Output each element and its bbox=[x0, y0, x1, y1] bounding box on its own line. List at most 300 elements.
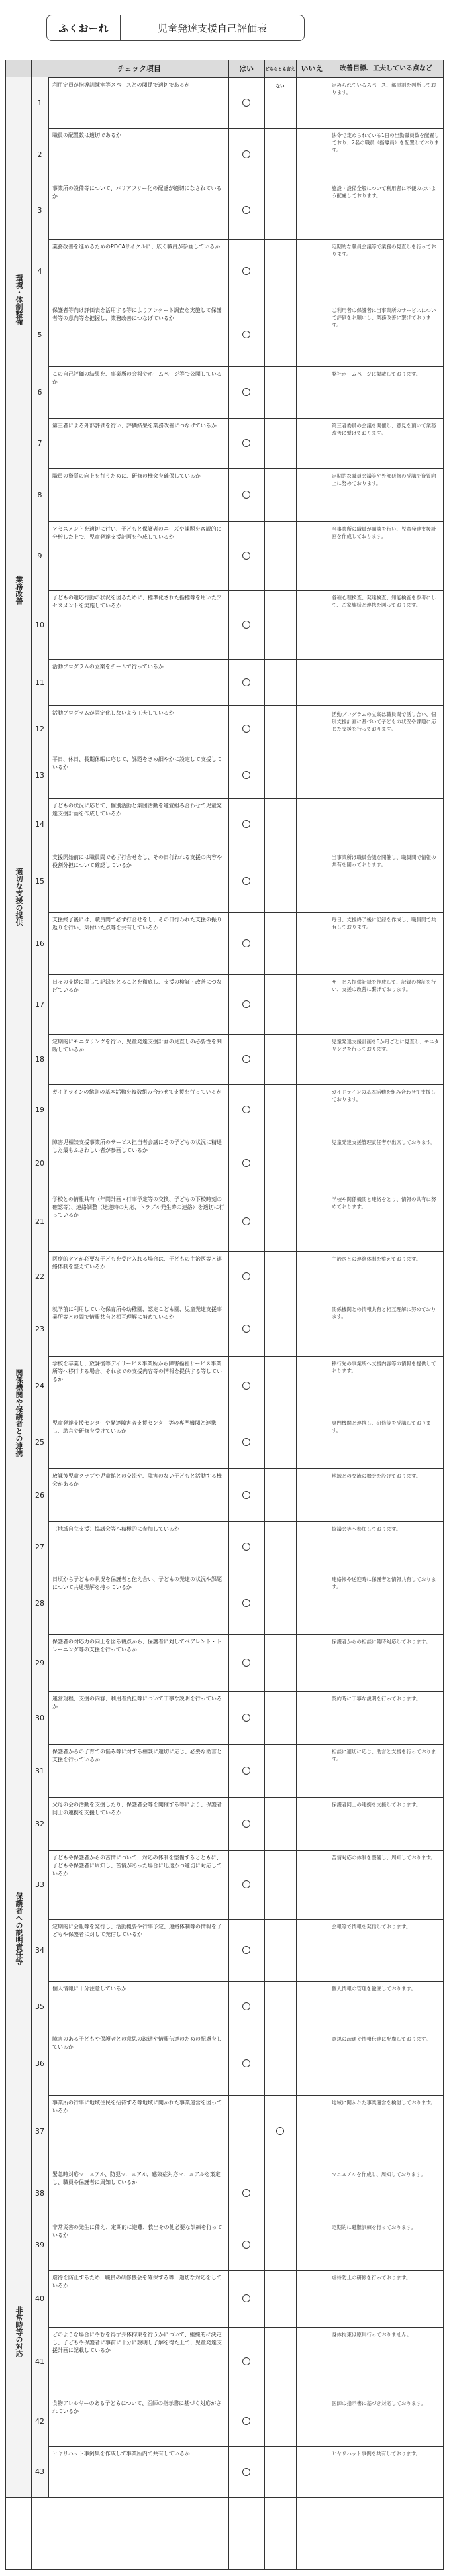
answer-cell-yes bbox=[228, 1797, 264, 1850]
table-row bbox=[31, 2446, 443, 2498]
answer-cell-mid bbox=[264, 705, 296, 752]
answer-cell-mid bbox=[264, 1135, 296, 1192]
check-item-text: 父母の会の活動を支援したり、保護者会等を開催する等により、保護者同士の連携を支援しているか bbox=[52, 1802, 222, 1816]
row-number: 39 bbox=[31, 2220, 49, 2270]
answer-cell-no bbox=[296, 2032, 328, 2095]
table-row bbox=[31, 2095, 443, 2167]
check-item-text: 非常災害の発生に備え、定期的に避難、救出その他必要な訓練を行っているか bbox=[52, 2224, 223, 2238]
circle-mark-icon bbox=[242, 1217, 250, 1225]
improvement-text: 専門機関と連携し、研修等を受講しております。 bbox=[332, 1420, 431, 1433]
circle-mark-icon bbox=[242, 1491, 250, 1499]
answer-cell-yes bbox=[228, 1634, 264, 1691]
answer-cell-mid bbox=[264, 303, 296, 366]
circle-mark-icon bbox=[242, 1599, 250, 1607]
answer-cell-yes bbox=[228, 1416, 264, 1468]
organization-name: ふくおーれ bbox=[58, 22, 109, 34]
answer-cell-no bbox=[296, 1251, 328, 1302]
answer-cell-mid bbox=[264, 2095, 296, 2167]
check-item-text: 医療的ケアが必要な子どもを受け入れる場合は、子どもの主治医等と連絡体制を整えているか bbox=[52, 1256, 222, 1270]
check-item-text: 子どもの状況に応じて、個別活動と集団活動を適宜組み合わせて児童発達支援計画を作成しているか bbox=[52, 803, 222, 817]
table-row bbox=[31, 974, 443, 1035]
header-improvement: 改善目標、工夫している点など bbox=[340, 65, 432, 72]
improvement-text: 会報等で情報を発信しております。 bbox=[332, 1924, 411, 1930]
answer-cell-yes bbox=[228, 2396, 264, 2446]
answer-cell-mid bbox=[264, 2446, 296, 2497]
circle-mark-icon bbox=[242, 939, 250, 947]
check-item-text: 日頃から子どもの状況を保護者と伝え合い、子どもの発達の状況や課題について共通理解を持っているか bbox=[52, 1576, 222, 1590]
answer-cell-yes bbox=[228, 2220, 264, 2270]
improvement-text: 児童発達支援計画を6か月ごとに見直し、モニタリングを行っております。 bbox=[332, 1039, 440, 1052]
answer-cell-yes bbox=[228, 1850, 264, 1919]
answer-cell-no bbox=[296, 1356, 328, 1416]
improvement-text: 相談に適切に応じ、助言と支援を行っております。 bbox=[332, 1749, 436, 1762]
circle-mark-icon bbox=[242, 150, 250, 158]
answer-cell-no bbox=[296, 1919, 328, 1981]
row-number: 24 bbox=[31, 1356, 49, 1416]
table-row bbox=[31, 1192, 443, 1252]
check-item-text: アセスメントを適切に行い、子どもと保護者のニーズや課題を客観的に分析した上で、児童発達支援計画を作成しているか bbox=[52, 526, 222, 540]
answer-cell-mid bbox=[264, 1850, 296, 1919]
check-item-text: 第三者による外部評価を行い、評価結果を業務改善につなげているか bbox=[52, 423, 217, 429]
circle-mark-icon bbox=[242, 877, 250, 885]
circle-mark-icon bbox=[242, 1325, 250, 1333]
answer-cell-mid bbox=[264, 590, 296, 659]
check-item-text: 就学前に利用していた保育所や幼稚園、認定こども園、児童発達支援事業所等との間で情報共有と相互理解に努めているか bbox=[52, 1306, 222, 1320]
answer-cell-no bbox=[296, 798, 328, 850]
check-item-text: 保護者等向け評価表を活用する等によりアンケート調査を実施して保護者等の意向等を把握し、業務改善につなげているか bbox=[52, 307, 222, 321]
table-row bbox=[31, 2396, 443, 2447]
answer-cell-yes bbox=[228, 1251, 264, 1302]
answer-cell-mid bbox=[264, 2327, 296, 2396]
table-row bbox=[31, 128, 443, 181]
row-number: 33 bbox=[31, 1850, 49, 1919]
answer-cell-no bbox=[296, 1034, 328, 1084]
answer-cell-yes bbox=[228, 1135, 264, 1192]
answer-cell-mid bbox=[264, 521, 296, 590]
table-row bbox=[31, 850, 443, 913]
answer-cell-mid bbox=[264, 1192, 296, 1251]
answer-cell-yes bbox=[228, 2327, 264, 2396]
check-item-text: ヒヤリハット事例集を作成して事業所内で共有しているか bbox=[52, 2451, 190, 2457]
answer-cell-mid bbox=[264, 912, 296, 974]
answer-cell-yes bbox=[228, 798, 264, 850]
answer-cell-no bbox=[296, 77, 328, 128]
answer-cell-no bbox=[296, 2270, 328, 2327]
table-row bbox=[31, 798, 443, 850]
answer-cell-yes bbox=[228, 77, 264, 128]
check-item-text: 放課後児童クラブや児童館との交流や、障害のない子どもと活動する機会があるか bbox=[52, 1473, 222, 1487]
check-item-text: 平日、休日、長期休暇に応じて、課題をきめ細やかに設定して支援しているか bbox=[52, 756, 222, 770]
page-title: 児童発達支援自己評価表 bbox=[157, 22, 267, 34]
circle-mark-icon bbox=[242, 2417, 250, 2425]
row-number: 29 bbox=[31, 1634, 49, 1691]
circle-mark-icon bbox=[242, 1055, 250, 1063]
answer-cell-no bbox=[296, 181, 328, 239]
table-row bbox=[31, 1634, 443, 1692]
improvement-text: 地域に開かれた事業運営を検討しております。 bbox=[332, 2100, 436, 2106]
table-row bbox=[31, 2032, 443, 2096]
answer-cell-no bbox=[296, 974, 328, 1034]
check-item-text: 障害児相談支援事業所のサービス担当者会議にその子どもの状況に精通した最もふさわしい者が参画しているか bbox=[52, 1139, 222, 1153]
improvement-text: 定められているスペース、部屋割を判断しております。 bbox=[332, 82, 436, 95]
row-number: 40 bbox=[31, 2270, 49, 2327]
row-number: 21 bbox=[31, 1192, 49, 1251]
row-number: 35 bbox=[31, 1981, 49, 2032]
answer-cell-no bbox=[296, 850, 328, 912]
answer-cell-no bbox=[296, 1797, 328, 1850]
improvement-text: マニュアルを作成し、周知しております。 bbox=[332, 2171, 426, 2177]
header-neutral: どちらとも言えない bbox=[265, 66, 295, 89]
answer-cell-yes bbox=[228, 974, 264, 1034]
check-item-text: 運営規程、支援の内容、利用者負担等について丁寧な説明を行っているか bbox=[52, 1696, 222, 1710]
table-row bbox=[31, 366, 443, 419]
improvement-text: 地域との交流の機会を設けております。 bbox=[332, 1473, 421, 1479]
answer-cell-mid bbox=[264, 1356, 296, 1416]
circle-mark-icon bbox=[242, 206, 250, 214]
answer-cell-mid bbox=[264, 418, 296, 468]
answer-cell-no bbox=[296, 239, 328, 303]
answer-cell-mid bbox=[264, 1919, 296, 1981]
answer-cell-mid bbox=[264, 2220, 296, 2270]
table-row bbox=[31, 1981, 443, 2032]
answer-cell-no bbox=[296, 2396, 328, 2446]
improvement-text: 協議会等へ参加しております。 bbox=[332, 1526, 401, 1532]
header-yes: はい bbox=[239, 64, 254, 73]
table-row bbox=[31, 418, 443, 469]
check-item-text: この自己評価の結果を、事業所の会報やホームページ等で公開しているか bbox=[52, 371, 222, 385]
check-item-text: 活動プログラムが固定化しないよう工夫しているか bbox=[52, 710, 174, 716]
row-number: 31 bbox=[31, 1744, 49, 1797]
check-item-text: 支援開始前には職員間で必ず打合せをし、その日行われる支援の内容や役割分担について確認しているか bbox=[52, 854, 222, 868]
answer-cell-no bbox=[296, 2095, 328, 2167]
answer-cell-mid bbox=[264, 752, 296, 798]
circle-mark-icon bbox=[242, 1272, 250, 1280]
answer-cell-yes bbox=[228, 752, 264, 798]
improvement-text: 医師の指示書に基づき対応しております。 bbox=[332, 2400, 426, 2406]
answer-cell-yes bbox=[228, 2095, 264, 2167]
table-row bbox=[31, 303, 443, 367]
answer-cell-no bbox=[296, 1634, 328, 1691]
row-number: 17 bbox=[31, 974, 49, 1034]
table-row bbox=[31, 521, 443, 591]
improvement-text: 毎日、支援終了後に記録を作成し、職員間で共有しております。 bbox=[332, 917, 436, 930]
circle-mark-icon bbox=[242, 2059, 250, 2067]
circle-mark-icon bbox=[242, 2468, 250, 2476]
improvement-text: 定期的な職員会議等で業務の見直しを行っております。 bbox=[332, 244, 436, 257]
table-row bbox=[31, 468, 443, 522]
row-number: 7 bbox=[31, 418, 49, 468]
check-item-text: 利用定員が指導訓練室等スペースとの関係で適切であるか bbox=[52, 82, 190, 88]
row-number: 9 bbox=[31, 521, 49, 590]
circle-mark-icon bbox=[242, 621, 250, 629]
row-number: 26 bbox=[31, 1468, 49, 1521]
answer-cell-mid bbox=[264, 798, 296, 850]
improvement-text: 第三者委員の会議を開催し、意見を頂いて業務改善に繋げております。 bbox=[332, 423, 436, 436]
answer-cell-mid bbox=[264, 1572, 296, 1634]
row-number: 6 bbox=[31, 366, 49, 418]
answer-cell-no bbox=[296, 2167, 328, 2220]
answer-cell-no bbox=[296, 1302, 328, 1356]
answer-cell-no bbox=[296, 1192, 328, 1251]
improvement-text: ご利用者の保護者に当事業所のサービスについて評価をお願いし、業務改善に繋げております。 bbox=[332, 307, 436, 328]
answer-cell-yes bbox=[228, 1744, 264, 1797]
table-row bbox=[31, 590, 443, 660]
document-title-bar bbox=[46, 15, 305, 41]
table-row bbox=[31, 1135, 443, 1192]
table-row bbox=[31, 1521, 443, 1572]
check-item-text: 事業所の設備等について、バリアフリー化の配慮が適切になされているか bbox=[52, 185, 222, 199]
improvement-text: 当事業所は職員会議を開催し、職員間で情報の共有を図っております。 bbox=[332, 854, 436, 868]
circle-mark-icon bbox=[242, 1714, 250, 1722]
check-item-text: 事業所の行事に地域住民を招待する等地域に開かれた事業運営を図っているか bbox=[52, 2100, 222, 2114]
answer-cell-yes bbox=[228, 912, 264, 974]
row-number: 1 bbox=[31, 77, 49, 128]
improvement-text: 施設・設備全般について利用者に不便のないよう配慮しております。 bbox=[332, 185, 436, 199]
answer-cell-yes bbox=[228, 418, 264, 468]
answer-cell-yes bbox=[228, 1468, 264, 1521]
table-row bbox=[31, 1468, 443, 1522]
table-row bbox=[31, 181, 443, 240]
answer-cell-no bbox=[296, 705, 328, 752]
answer-cell-yes bbox=[228, 1192, 264, 1251]
row-number: 2 bbox=[31, 128, 49, 181]
circle-mark-icon bbox=[242, 1880, 250, 1888]
row-number: 12 bbox=[31, 705, 49, 752]
row-number: 19 bbox=[31, 1084, 49, 1135]
check-item-text: 虐待を防止するため、職員の研修機会を確保する等、適切な対応をしているか bbox=[52, 2275, 222, 2289]
answer-cell-yes bbox=[228, 303, 264, 366]
circle-mark-icon bbox=[242, 678, 250, 686]
circle-mark-icon bbox=[242, 1159, 250, 1167]
category-label: 関係機関や保護者との連携 bbox=[6, 1135, 31, 1692]
improvement-text: 保護者からの相談に随時対応しております。 bbox=[332, 1639, 431, 1645]
improvement-text: 当事業所の職員が面談を行い、児童発達支援計画を作成しております。 bbox=[332, 526, 436, 539]
answer-cell-yes bbox=[228, 1691, 264, 1744]
table-row bbox=[31, 1084, 443, 1135]
answer-cell-mid bbox=[264, 1797, 296, 1850]
answer-cell-no bbox=[296, 1521, 328, 1572]
improvement-text: 身体拘束は原則行っておりません。 bbox=[332, 2332, 412, 2338]
answer-cell-no bbox=[296, 1691, 328, 1744]
row-number: 36 bbox=[31, 2032, 49, 2095]
answer-cell-no bbox=[296, 1850, 328, 1919]
answer-cell-yes bbox=[228, 2032, 264, 2095]
improvement-text: 児童発達支援管理責任者が出席しております。 bbox=[332, 1139, 436, 1145]
improvement-text: 定期的に避難訓練を行っております。 bbox=[332, 2224, 416, 2230]
circle-mark-icon bbox=[242, 1106, 250, 1113]
improvement-text: 学校や関係機関と連絡をとり、情報の共有に努めております。 bbox=[332, 1196, 436, 1210]
check-item-text: 業務改善を進めるためのPDCAサイクルに、広く職員が参画しているか bbox=[52, 244, 221, 250]
improvement-text: ガイドラインの基本活動を組み合わせて支援しております。 bbox=[332, 1089, 436, 1102]
answer-cell-no bbox=[296, 1572, 328, 1634]
answer-cell-mid bbox=[264, 239, 296, 303]
answer-cell-mid bbox=[264, 1034, 296, 1084]
circle-mark-icon bbox=[242, 491, 250, 499]
check-item-text: 学校を卒業し、放課後等デイサービス事業所から障害福祉サービス事業所等へ移行する場合、それまでの支援内容等の情報を提供する等しているか bbox=[52, 1361, 222, 1382]
circle-mark-icon bbox=[242, 2241, 250, 2249]
row-number: 28 bbox=[31, 1572, 49, 1634]
circle-mark-icon bbox=[242, 771, 250, 779]
check-item-text: 活動プログラムの立案をチームで行っているか bbox=[52, 664, 164, 670]
answer-cell-mid bbox=[264, 2032, 296, 2095]
group-improvement-note: 活動プログラムの立案は職員間で話し合い、個別支援計画に基づいて子どもの状況や課題に応じた支援を行っております。 bbox=[332, 711, 436, 732]
answer-cell-no bbox=[296, 1084, 328, 1135]
table-row bbox=[31, 1919, 443, 1982]
improvement-text: 苦情対応の体制を整備し、周知しております。 bbox=[332, 1855, 436, 1861]
check-item-text: 職員の資質の向上を行うために、研修の機会を確保しているか bbox=[52, 473, 201, 479]
row-number: 20 bbox=[31, 1135, 49, 1192]
answer-cell-mid bbox=[264, 1251, 296, 1302]
category-label: 業務改善 bbox=[6, 521, 31, 660]
answer-cell-mid bbox=[264, 1744, 296, 1797]
category-label: 保護者への説明責任等 bbox=[6, 1691, 31, 2167]
answer-cell-mid bbox=[264, 366, 296, 418]
check-item-text: 食物アレルギーのある子どもについて、医師の指示書に基づく対応がされているか bbox=[52, 2400, 222, 2414]
improvement-text: 法令で定められている1日の出勤職員数を配置しており、2名の職員（指導員）を配置しております。 bbox=[332, 132, 440, 153]
category-column bbox=[6, 77, 31, 2569]
row-number: 42 bbox=[31, 2396, 49, 2446]
circle-mark-icon bbox=[242, 552, 250, 560]
answer-cell-no bbox=[296, 521, 328, 590]
table-row bbox=[31, 1302, 443, 1357]
answer-cell-mid bbox=[264, 128, 296, 181]
row-number: 15 bbox=[31, 850, 49, 912]
improvement-text: 意思の疎通や情報伝達に配慮しております。 bbox=[332, 2036, 431, 2042]
category-label: 環境・体制整備 bbox=[6, 77, 31, 522]
circle-mark-icon bbox=[242, 725, 250, 733]
check-item-text: 保護者からの子育ての悩み等に対する相談に適切に応じ、必要な助言と支援を行っているか bbox=[52, 1749, 222, 1763]
row-number: 18 bbox=[31, 1034, 49, 1084]
circle-mark-icon bbox=[242, 388, 250, 396]
row-number: 43 bbox=[31, 2446, 49, 2497]
check-item-text: ガイドラインの総則の基本活動を複数組み合わせて支援を行っているか bbox=[52, 1089, 222, 1095]
circle-mark-icon bbox=[242, 1543, 250, 1551]
circle-mark-icon bbox=[242, 267, 250, 275]
answer-cell-no bbox=[296, 2327, 328, 2396]
table-row bbox=[31, 77, 443, 129]
answer-cell-yes bbox=[228, 2270, 264, 2327]
table-row bbox=[31, 1797, 443, 1851]
answer-cell-yes bbox=[228, 2167, 264, 2220]
check-item-text: 児童発達支援センターや発達障害者支援センター等の専門機関と連携し、助言や研修を受けているか bbox=[52, 1420, 217, 1434]
circle-mark-icon bbox=[242, 331, 250, 338]
check-item-text: 子どもや保護者からの苦情について、対応の体制を整備するとともに、子どもや保護者に周知し、苦情があった場合に迅速かつ適切に対応しているか bbox=[52, 1855, 222, 1877]
check-item-text: 保護者の対応力の向上を図る観点から、保護者に対してペアレント・トレーニング等の支援を行っているか bbox=[52, 1639, 222, 1653]
check-item-text: 緊急時対応マニュアル、防犯マニュアル、感染症対応マニュアルを策定し、職員や保護者に周知しているか bbox=[52, 2171, 221, 2185]
circle-mark-icon bbox=[242, 2357, 250, 2365]
answer-cell-yes bbox=[228, 2446, 264, 2497]
check-item-text: 学校との情報共有（年間計画・行事予定等の交換、子どもの下校時刻の確認等）、連絡調整（送迎時の対応、トラブル発生時の連絡）を適切に行っているか bbox=[52, 1196, 224, 1218]
row-number: 41 bbox=[31, 2327, 49, 2396]
check-item-text: 職員の配置数は適切であるか bbox=[52, 132, 121, 138]
answer-cell-no bbox=[296, 1416, 328, 1468]
check-item-text: （地域自立支援）協議会等へ積極的に参加しているか bbox=[52, 1526, 179, 1532]
check-item-text: 個人情報に十分注意しているか bbox=[52, 1986, 126, 1992]
answer-cell-mid bbox=[264, 2167, 296, 2220]
row-number: 25 bbox=[31, 1416, 49, 1468]
row-number: 37 bbox=[31, 2095, 49, 2167]
answer-cell-no bbox=[296, 1744, 328, 1797]
answer-cell-yes bbox=[228, 521, 264, 590]
answer-cell-no bbox=[296, 418, 328, 468]
circle-mark-icon bbox=[242, 439, 250, 447]
evaluation-table bbox=[5, 60, 444, 2570]
improvement-text: 移行先の事業所へ支援内容等の情報を提供しております。 bbox=[332, 1361, 436, 1374]
row-number: 5 bbox=[31, 303, 49, 366]
table-row bbox=[31, 1744, 443, 1798]
table-row bbox=[31, 1572, 443, 1635]
improvement-text: 各種心理検査、発達検査、知能検査を参考にして、ご家族様と連携を図っております。 bbox=[332, 595, 436, 608]
answer-cell-mid bbox=[264, 1981, 296, 2032]
answer-cell-no bbox=[296, 468, 328, 521]
check-item-text: 日々の支援に関して記録をとることを徹底し、支援の検証・改善につなげているか bbox=[52, 979, 222, 993]
table-row bbox=[31, 1850, 443, 1920]
answer-cell-no bbox=[296, 752, 328, 798]
answer-cell-yes bbox=[228, 366, 264, 418]
circle-mark-icon bbox=[242, 1767, 250, 1775]
circle-mark-icon bbox=[242, 2189, 250, 2197]
circle-mark-icon bbox=[242, 2002, 250, 2010]
answer-cell-mid bbox=[264, 974, 296, 1034]
answer-cell-mid bbox=[264, 1521, 296, 1572]
answer-cell-mid bbox=[264, 77, 296, 128]
column-divider bbox=[296, 60, 297, 2569]
answer-cell-yes bbox=[228, 239, 264, 303]
answer-cell-no bbox=[296, 2220, 328, 2270]
answer-cell-no bbox=[296, 912, 328, 974]
answer-cell-yes bbox=[228, 128, 264, 181]
answer-cell-no bbox=[296, 366, 328, 418]
circle-mark-icon bbox=[242, 1000, 250, 1008]
improvement-text: 定期的な職員会議等や外部研修の受講で資質向上に努めております。 bbox=[332, 473, 436, 486]
improvement-text: 虐待防止の研修を行っております。 bbox=[332, 2275, 411, 2281]
answer-cell-no bbox=[296, 1135, 328, 1192]
check-item-text: 子どもの適応行動の状況を図るために、標準化された指標等を用いたアセスメントを実施しているか bbox=[52, 595, 222, 609]
table-row bbox=[31, 1691, 443, 1745]
circle-mark-icon bbox=[242, 1820, 250, 1828]
table-row bbox=[31, 1416, 443, 1469]
row-number: 38 bbox=[31, 2167, 49, 2220]
circle-mark-icon bbox=[242, 99, 250, 107]
answer-cell-yes bbox=[228, 659, 264, 705]
improvement-text: サービス提供記録を作成して、記録の検証を行い、支援の改善に繋げております。 bbox=[332, 979, 436, 992]
answer-cell-mid bbox=[264, 850, 296, 912]
answer-cell-mid bbox=[264, 2396, 296, 2446]
answer-cell-mid bbox=[264, 1691, 296, 1744]
improvement-text: 保護者同士の連携を支援しております。 bbox=[332, 1802, 421, 1808]
column-divider bbox=[264, 60, 265, 2569]
answer-cell-yes bbox=[228, 1356, 264, 1416]
row-number: 32 bbox=[31, 1797, 49, 1850]
circle-mark-icon bbox=[242, 2294, 250, 2302]
column-divider bbox=[31, 60, 32, 2569]
row-number: 30 bbox=[31, 1691, 49, 1744]
answer-cell-no bbox=[296, 659, 328, 705]
row-number: 11 bbox=[31, 659, 49, 705]
answer-cell-yes bbox=[228, 590, 264, 659]
answer-cell-no bbox=[296, 1468, 328, 1521]
answer-cell-mid bbox=[264, 181, 296, 239]
table-row bbox=[31, 912, 443, 975]
answer-cell-no bbox=[296, 128, 328, 181]
improvement-text: 主治医との連絡体制を整えております。 bbox=[332, 1256, 421, 1262]
check-item-text: 定期的に会報等を発行し、活動概要や行事予定、連絡体制等の情報を子どもや保護者に対して発信しているか bbox=[52, 1924, 222, 1937]
circle-mark-icon bbox=[242, 1382, 250, 1390]
answer-cell-mid bbox=[264, 659, 296, 705]
improvement-text: 個人情報の管理を徹底しております。 bbox=[332, 1986, 416, 1992]
table-row bbox=[31, 239, 443, 303]
answer-cell-no bbox=[296, 303, 328, 366]
